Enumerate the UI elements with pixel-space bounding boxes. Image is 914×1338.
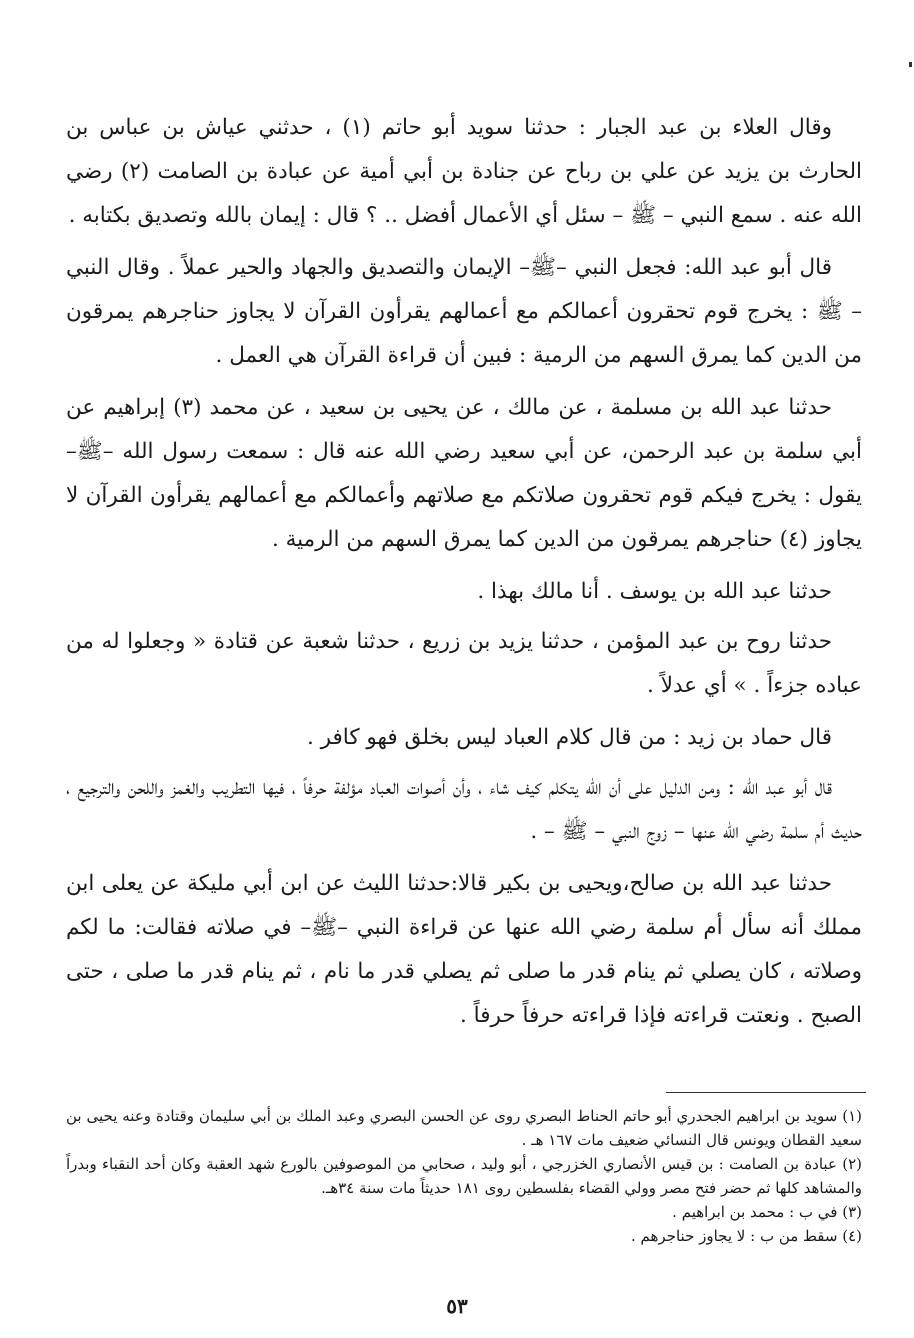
paragraph-8: حدثنا عبد الله بن صالح،ويحيى بن بكير قالا:حدثنا الليث عن ابن أبي مليكة عن يعلى ابن مملك أنه سأل أم سلمة رضي الله عنها عن قراءة النبي –ﷺ– في صلاته فقالت: ما لكم وصلاته ، كان يصلي ثم ينام قدر ما صلى ثم يصلي قدر ما نام ، ثم ينام قدر ما صلى ، حتى الصبح . ونعتت قراءته فإذا قراءته حرفاً حرفاً .	[66, 871, 862, 1028]
footnote-4: (٤) سقط من ب : لا يجاوز حناجرهم .	[631, 1227, 862, 1245]
paragraph-4: حدثنا عبد الله بن يوسف . أنا مالك بهذا .	[477, 579, 832, 604]
paragraph-5: حدثنا روح بن عبد المؤمن ، حدثنا يزيد بن زريع ، حدثنا شعبة عن قتادة « وجعلوا له من عباده جزءاً . » أي عدلاً .	[66, 629, 862, 698]
paragraph-7: قال أبو عبد الله : ومن الدليل على أن الله يتكلم كيف شاء ، وأن أصوات العباد مؤلفة حرفاً ، فيها التطريب والغمز واللحن والترجيع ، حديث أم سلمة رضي الله عنها – زوج النبي – ﷺ – .	[66, 775, 862, 844]
page-number: ٥٣	[446, 1294, 468, 1318]
footnote-1: (١) سويد بن ابراهيم الجحدري أبو حاتم الحناط البصري روى عن الحسن البصري وعبد الملك بن أبي سليمان وقتادة وعنه يحيى بن سعيد القطان ويونس قال النسائي ضعيف مات ١٦٧ هـ .	[66, 1107, 862, 1149]
paragraph-3: حدثنا عبد الله بن مسلمة ، عن مالك ، عن يحيى بن سعيد ، عن محمد (٣) إبراهيم عن أبي سلمة بن عبد الرحمن، عن أبي سعيد رضي الله عنه قال : سمعت رسول الله –ﷺ– يقول : يخرج فيكم قوم تحقرون صلاتكم مع صلاتهم وأعمالكم مع أعمالهم يقرأون القرآن لا يجاوز (٤) حناجرهم يمرقون من الدين كما يمرق السهم من الرمية .	[66, 395, 862, 552]
paragraph-6: قال حماد بن زيد : من قال كلام العباد ليس بخلق فهو كافر .	[306, 725, 832, 750]
footnote-3: (٣) في ب : محمد بن ابراهيم .	[672, 1203, 862, 1221]
margin-mark	[909, 62, 912, 67]
paragraph-2: قال أبو عبد الله: فجعل النبي –ﷺ– الإيمان والتصديق والجهاد والحير عملاً . وقال النبي – ﷺ : يخرج قوم تحقرون أعمالكم مع أعمالهم يقرأون القرآن لا يجاوز حناجرهم يمرقون من الدين كما يمرق السهم من الرمية : فبين أن قراءة القرآن هي العمل .	[66, 255, 863, 368]
main-text	[66, 106, 862, 1046]
footnote-divider	[666, 1092, 866, 1093]
paragraph-1: وقال العلاء بن عبد الجبار : حدثنا سويد أبو حاتم (١) ، حدثني عياش بن عباس بن الحارث بن يزيد عن علي بن رباح عن جنادة بن أبي أمية عن عبادة بن الصامت (٢) رضي الله عنه . سمع النبي – ﷺ – سئل أي الأعمال أفضل .. ؟ قال : إيمان بالله وتصديق بكتابه .	[66, 115, 862, 228]
footnotes	[66, 1104, 862, 1248]
footnote-2: (٢) عبادة بن الصامت : بن قيس الأنصاري الخزرجي ، أبو وليد ، صحابي من الموصوفين بالورع شهد العقبة وكان أحد النقباء وبدراً والمشاهد كلها ثم حضر فتح مصر وولي القضاء بفلسطين روى ١٨١ حديثاً مات سنة ٣٤هـ.	[66, 1155, 862, 1197]
